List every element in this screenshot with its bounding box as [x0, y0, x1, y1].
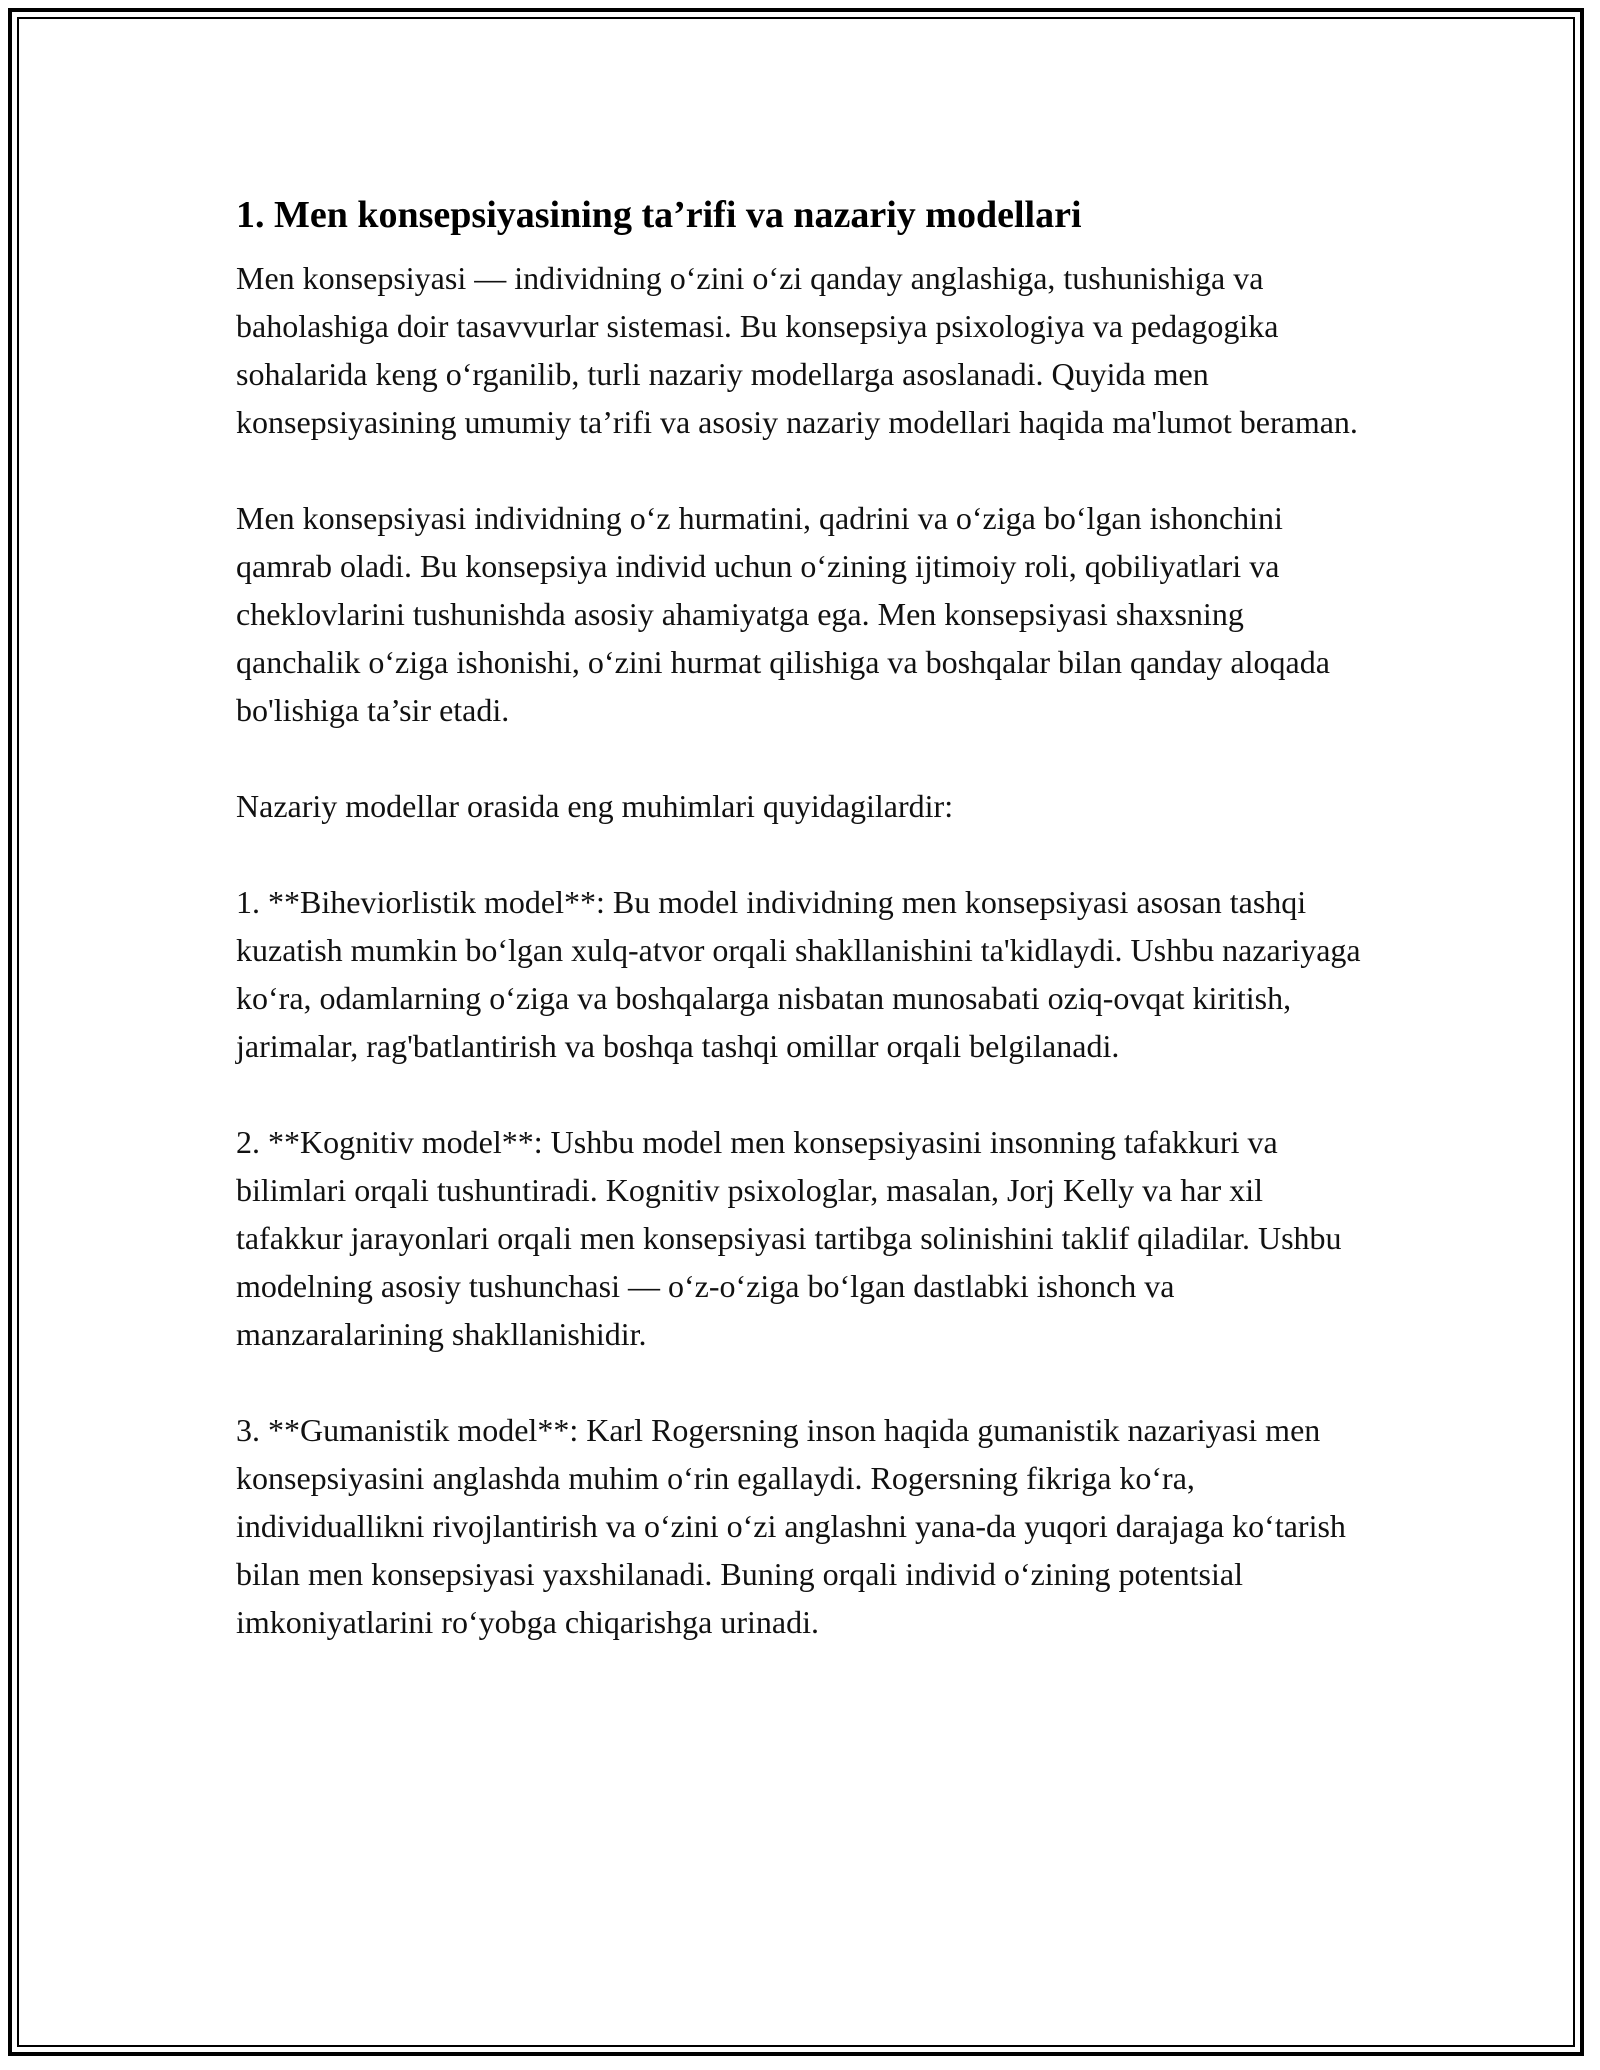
- section-heading: 1. Men konsepsiyasining ta’rifi va nazariy modellari: [236, 194, 1082, 236]
- document-body: [236, 186, 1366, 1646]
- paragraph-self-esteem: Men konsepsiyasi individning o‘z hurmatini, qadrini va o‘ziga bo‘lgan ishonchini qamrab oladi. Bu konsepsiya individ uchun o‘zining ijtimoiy roli, qobiliyatlari va cheklovlarini tushunishda asosiy ahamiyatga ega. Men konsepsiyasi shaxsning qanchalik o‘ziga ishonishi, o‘zini hurmat qilishiga va boshqalar bilan qanday aloqada bo'lishiga ta’sir etadi.: [236, 500, 1330, 728]
- paragraph-cognitive-model: 2. **Kognitiv model**: Ushbu model men konsepsiyasini insonning tafakkuri va bilimlari orqali tushuntiradi. Kognitiv psixologlar, masalan, Jorj Kelly va har xil tafakkur jarayonlari orqali men konsepsiyasi tartibga solinishini taklif qiladilar. Ushbu modelning asosiy tushunchasi — o‘z-o‘ziga bo‘lgan dastlabki ishonch va manzaralarining shakllanishidir.: [236, 1124, 1342, 1352]
- paragraph-humanistic-model: 3. **Gumanistik model**: Karl Rogersning inson haqida gumanistik nazariyasi men konsepsiyasini anglashda muhim o‘rin egallaydi. Rogersning fikriga ko‘ra, individuallikni rivojlantirish va o‘zini o‘zi anglashni yana-da yuqori darajaga ko‘tarish bilan men konsepsiyasi yaxshilanadi. Buning orqali individ o‘zining potentsial imkoniyatlarini ro‘yobga chiqarishga urinadi.: [236, 1412, 1346, 1640]
- paragraph-behaviorist-model: 1. **Biheviorlistik model**: Bu model individning men konsepsiyasi asosan tashqi kuzatish mumkin bo‘lgan xulq-atvor orqali shakllanishini ta'kidlaydi. Ushbu nazariyaga ko‘ra, odamlarning o‘ziga va boshqalarga nisbatan munosabati oziq-ovqat kiritish, jarimalar, rag'batlantirish va boshqa tashqi omillar orqali belgilanadi.: [236, 884, 1361, 1064]
- paragraph-models-intro: Nazariy modellar orasida eng muhimlari quyidagilardir:: [236, 788, 954, 824]
- paragraph-definition: Men konsepsiyasi — individning o‘zini o‘zi qanday anglashiga, tushunishiga va baholashiga doir tasavvurlar sistemasi. Bu konsepsiya psixologiya va pedagogika sohalarida keng o‘rganilib, turli nazariy modellarga asoslanadi. Quyida men konsepsiyasining umumiy ta’rifi va asosiy nazariy modellari haqida ma'lumot beraman.: [236, 260, 1358, 440]
